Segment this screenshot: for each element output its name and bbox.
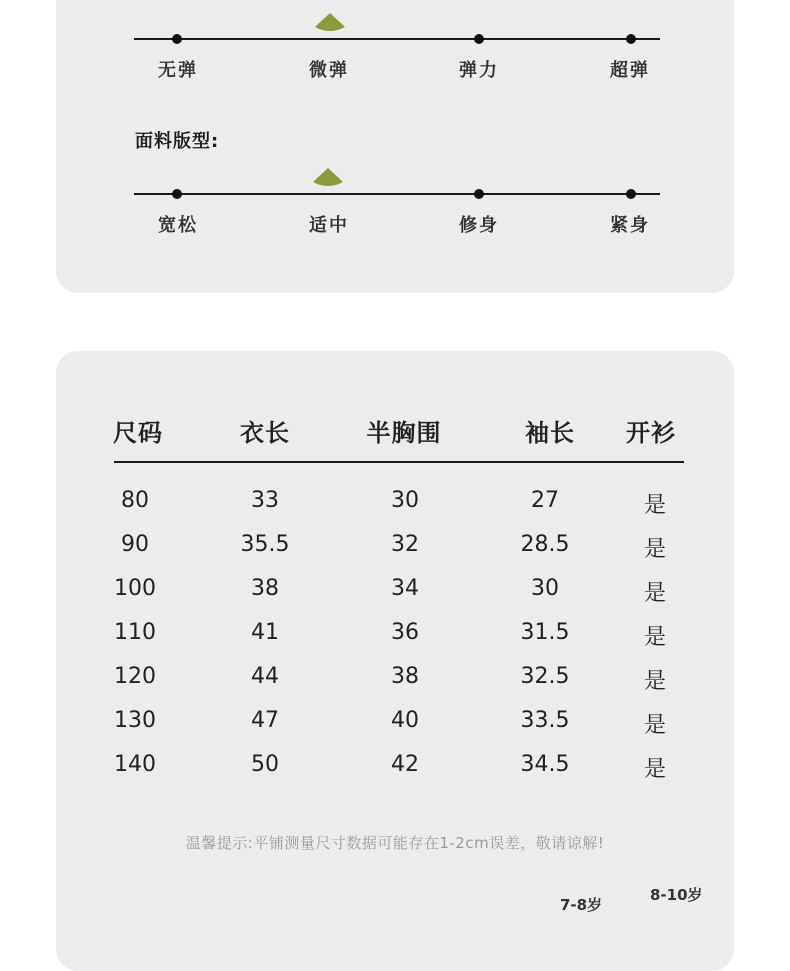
length-cell: 35.5 — [240, 532, 290, 557]
cardigan-cell: 是 — [643, 493, 666, 518]
size-table-header: 半胸围 — [366, 419, 442, 447]
sleeve-cell: 32.5 — [520, 664, 570, 689]
half-chest-cell: 30 — [391, 488, 419, 513]
length-cell: 44 — [251, 664, 279, 689]
elasticity-dot-4 — [626, 34, 636, 44]
half-chest-cell: 34 — [391, 576, 419, 601]
elasticity-dot-3 — [474, 34, 484, 44]
measurement-tip: 温馨提示:平铺测量尺寸数据可能存在1-2cm误差，敬请谅解! — [185, 834, 605, 852]
sleeve-cell: 27 — [531, 488, 559, 513]
elasticity-option: 无弹 — [158, 60, 198, 81]
fabric-fit-dot-1 — [172, 189, 182, 199]
elasticity-dot-1 — [172, 34, 182, 44]
elasticity-scale — [134, 38, 660, 98]
sleeve-cell: 30 — [531, 576, 559, 601]
size-cell: 120 — [114, 664, 156, 689]
elasticity-option: 微弹 — [309, 60, 349, 81]
half-chest-cell: 38 — [391, 664, 419, 689]
sleeve-cell: 33.5 — [520, 708, 570, 733]
size-cell: 100 — [114, 576, 156, 601]
sleeve-cell: 31.5 — [520, 620, 570, 645]
size-table-header: 袖长 — [525, 419, 575, 447]
size-table-header: 衣长 — [240, 419, 290, 447]
fabric-fit-label: 面料版型: — [135, 131, 220, 152]
cardigan-cell: 是 — [643, 537, 666, 562]
cardigan-cell: 是 — [643, 757, 666, 782]
size-cell: 130 — [114, 708, 156, 733]
half-chest-cell: 40 — [391, 708, 419, 733]
cardigan-cell: 是 — [643, 625, 666, 650]
fabric-fit-selected-marker-icon — [313, 168, 343, 188]
size-cell: 80 — [121, 488, 149, 513]
elasticity-option: 超弹 — [610, 60, 650, 81]
elasticity-scale-line — [134, 38, 660, 40]
length-cell: 33 — [251, 488, 279, 513]
half-chest-cell: 42 — [391, 752, 419, 777]
fabric-fit-option: 适中 — [309, 215, 349, 236]
elasticity-selected-marker-icon — [315, 13, 345, 33]
size-cell: 110 — [114, 620, 156, 645]
cardigan-cell: 是 — [643, 669, 666, 694]
size-cell: 140 — [114, 752, 156, 777]
length-cell: 41 — [251, 620, 279, 645]
size-table-header: 尺码 — [113, 419, 163, 447]
sleeve-cell: 28.5 — [520, 532, 570, 557]
half-chest-cell: 36 — [391, 620, 419, 645]
size-table-divider — [114, 461, 684, 463]
fabric-fit-option: 紧身 — [610, 215, 650, 236]
half-chest-cell: 32 — [391, 532, 419, 557]
length-cell: 47 — [251, 708, 279, 733]
cardigan-cell: 是 — [643, 581, 666, 606]
elasticity-option: 弹力 — [459, 60, 499, 81]
length-cell: 38 — [251, 576, 279, 601]
size-cell: 90 — [121, 532, 149, 557]
length-cell: 50 — [251, 752, 279, 777]
fabric-fit-scale — [134, 193, 660, 253]
age-label: 8-10岁 — [650, 886, 703, 904]
fabric-fit-scale-line — [134, 193, 660, 195]
fabric-fit-option: 修身 — [459, 215, 499, 236]
fabric-fit-dot-3 — [474, 189, 484, 199]
fabric-fit-option: 宽松 — [158, 215, 198, 236]
fabric-fit-dot-4 — [626, 189, 636, 199]
age-label: 7-8岁 — [560, 896, 603, 914]
size-table-header: 开衫 — [626, 419, 676, 447]
cardigan-cell: 是 — [643, 713, 666, 738]
sleeve-cell: 34.5 — [520, 752, 570, 777]
